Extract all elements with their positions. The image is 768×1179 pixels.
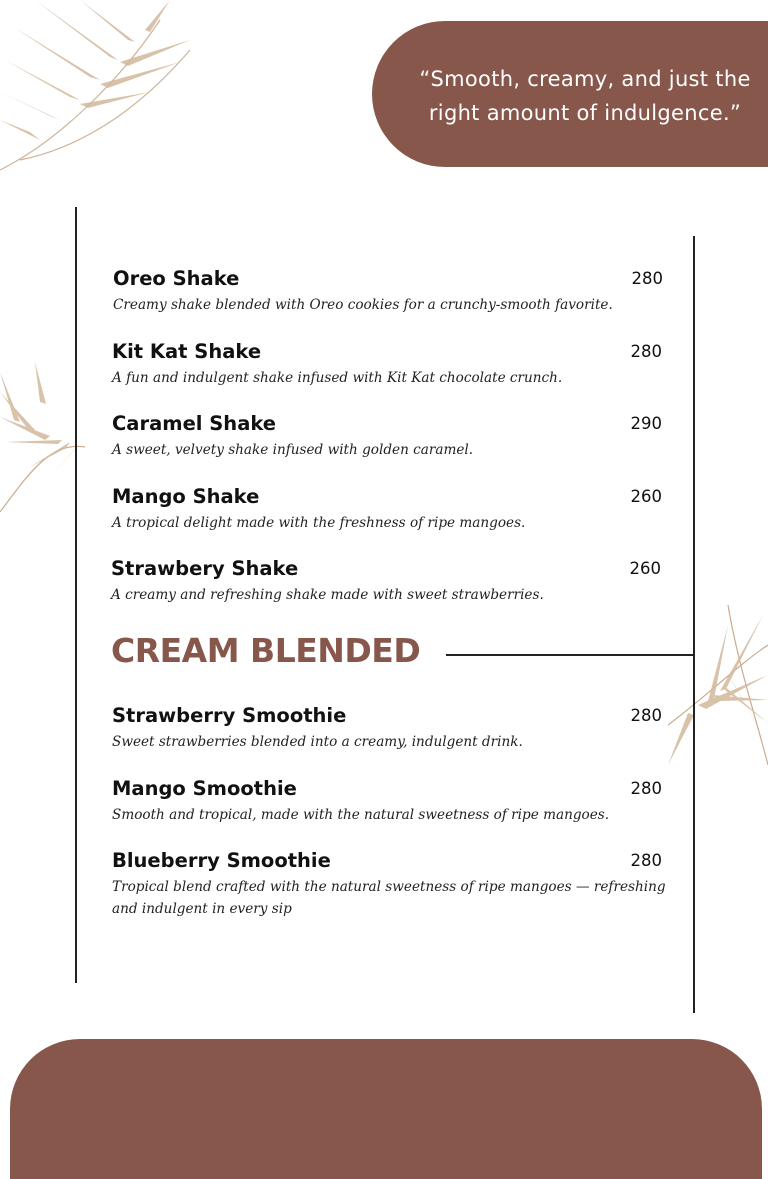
- item-description: Smooth and tropical, made with the natural sweetness of ripe mangoes.: [112, 807, 610, 823]
- item-price: 290: [630, 414, 662, 433]
- item-description: Creamy shake blended with Oreo cookies for a crunchy-smooth favorite.: [113, 297, 613, 313]
- quote-text: “Smooth, creamy, and just the right amount of indulgence.”: [419, 67, 751, 125]
- right-divider: [693, 236, 695, 1013]
- item-name: Oreo Shake: [113, 267, 240, 290]
- item-name: Caramel Shake: [112, 412, 277, 435]
- left-divider: [75, 207, 77, 983]
- item-name: Strawbery Shake: [111, 557, 299, 580]
- item-name: Blueberry Smoothie: [112, 849, 331, 872]
- item-price: 260: [630, 487, 662, 506]
- item-price: 280: [630, 851, 662, 870]
- item-name: Mango Smoothie: [112, 777, 297, 800]
- section-heading: CREAM BLENDED: [111, 631, 421, 670]
- item-price: 280: [630, 706, 662, 725]
- palm-leaf-icon: [0, 0, 200, 185]
- item-price: 280: [630, 779, 662, 798]
- palm-leaf-icon: [0, 362, 90, 517]
- item-name: Strawberry Smoothie: [112, 704, 347, 727]
- item-description: A fun and indulgent shake infused with Kit Kat chocolate crunch.: [112, 370, 563, 386]
- item-description: Tropical blend crafted with the natural sweetness of ripe mangoes — refreshing and indulgent in every sip: [112, 879, 666, 917]
- item-price: 260: [629, 559, 661, 578]
- item-description: A sweet, velvety shake infused with golden caramel.: [112, 442, 474, 458]
- item-description: A creamy and refreshing shake made with sweet strawberries.: [111, 587, 544, 603]
- item-price: 280: [630, 342, 662, 361]
- item-name: Kit Kat Shake: [112, 340, 262, 363]
- item-name: Mango Shake: [112, 485, 260, 508]
- footer-banner: [10, 1039, 762, 1179]
- item-price: 280: [631, 269, 663, 288]
- item-description: A tropical delight made with the freshness of ripe mangoes.: [112, 515, 526, 531]
- item-description: Sweet strawberries blended into a creamy, indulgent drink.: [112, 734, 523, 750]
- section-divider: [446, 654, 694, 656]
- palm-leaf-icon: [668, 605, 768, 780]
